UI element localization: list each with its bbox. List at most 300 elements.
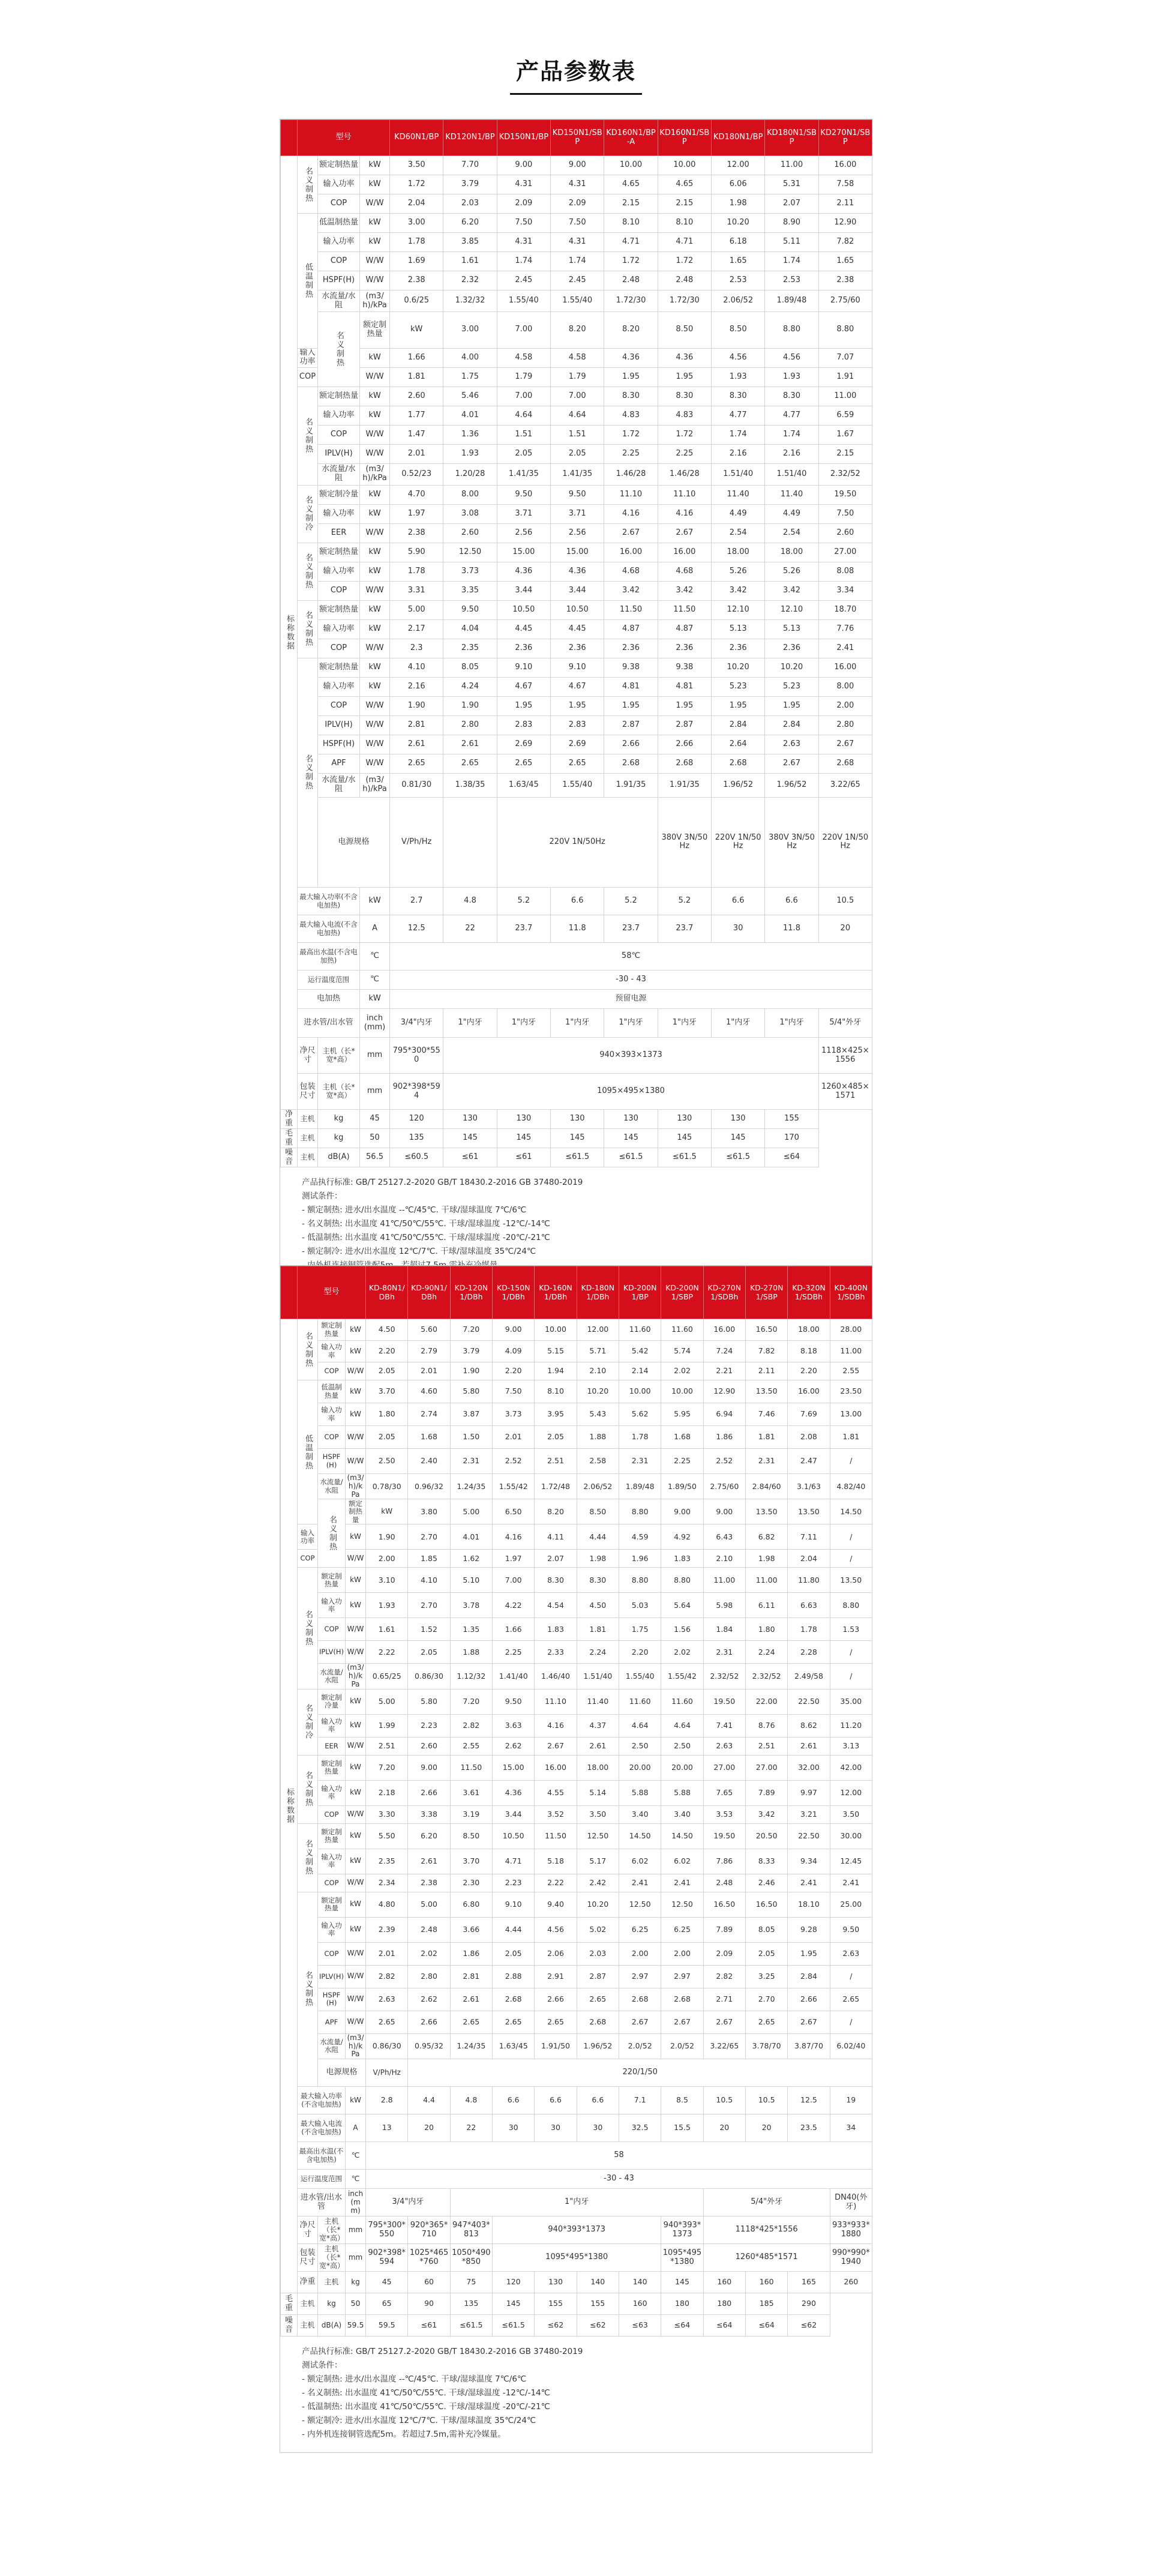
value-cell: 2.66 bbox=[535, 1988, 577, 2011]
table-row bbox=[281, 1965, 872, 1988]
unit-cell: W/W bbox=[360, 639, 390, 658]
value-cell: 11.50 bbox=[604, 600, 658, 619]
value-cell: 1.83 bbox=[661, 1550, 703, 1568]
table-row bbox=[281, 1780, 872, 1805]
value-cell: 20 bbox=[745, 2114, 787, 2142]
value-cell: 20.00 bbox=[619, 1755, 661, 1780]
value-cell: 1.66 bbox=[390, 348, 443, 367]
value-cell: 4.24 bbox=[443, 677, 497, 696]
value-cell: 1.89/50 bbox=[661, 1474, 703, 1499]
value-cell: 1.51/40 bbox=[765, 463, 818, 485]
value-cell: 19.50 bbox=[818, 485, 872, 504]
value-cell: 16.00 bbox=[658, 543, 711, 562]
value-cell: 2.30 bbox=[450, 1874, 492, 1892]
value-cell: 2.54 bbox=[712, 523, 765, 543]
value-cell: 1.78 bbox=[390, 562, 443, 581]
value-cell: 7.65 bbox=[703, 1780, 745, 1805]
value-cell: 170 bbox=[765, 1129, 818, 1148]
model-column-header: KD150N1/SBP bbox=[551, 120, 604, 156]
value-cell: 130 bbox=[443, 1110, 497, 1129]
parameter-name-cell: COP bbox=[318, 1426, 346, 1449]
spec-table bbox=[280, 119, 872, 1167]
value-cell: 3.70 bbox=[450, 1849, 492, 1874]
value-cell: ≤63 bbox=[619, 2315, 661, 2337]
spec-table bbox=[280, 1266, 872, 2337]
parameter-name-cell: 水流量/水阻 bbox=[318, 1664, 346, 1689]
value-cell: 3.79 bbox=[450, 1341, 492, 1362]
group-label-cell: 名义制热 bbox=[298, 543, 318, 600]
value-cell: 3.35 bbox=[443, 581, 497, 600]
table-row bbox=[281, 1755, 872, 1780]
value-cell: 1.78 bbox=[788, 1618, 830, 1641]
table-row bbox=[281, 2033, 872, 2059]
value-cell: 1.41/35 bbox=[497, 463, 550, 485]
table-row bbox=[281, 367, 872, 387]
value-cell: 7.41 bbox=[703, 1714, 745, 1737]
value-cell: 2.91 bbox=[535, 1965, 577, 1988]
value-cell: 9.10 bbox=[493, 1892, 535, 1917]
unit-cell: kW bbox=[360, 348, 390, 367]
value-cell: 3.00 bbox=[443, 312, 497, 349]
value-cell: 990*990*1940 bbox=[830, 2244, 872, 2272]
value-cell: 7.00 bbox=[497, 387, 550, 406]
value-cell: 2.62 bbox=[408, 1988, 450, 2011]
unit-cell: mm bbox=[346, 2244, 366, 2272]
value-cell: 2.36 bbox=[658, 639, 711, 658]
parameter-name-cell: 额定制热量 bbox=[318, 1823, 346, 1849]
value-cell: 2.52 bbox=[703, 1449, 745, 1474]
value-cell: 8.80 bbox=[661, 1568, 703, 1593]
value-cell: 3.78 bbox=[450, 1593, 492, 1618]
table-row bbox=[281, 485, 872, 504]
value-cell: 3.31 bbox=[390, 581, 443, 600]
parameter-name-cell: 输入功率 bbox=[318, 504, 360, 523]
value-cell: 1.88 bbox=[577, 1426, 619, 1449]
value-cell: 2.00 bbox=[661, 1942, 703, 1965]
value-cell: 1.84 bbox=[703, 1618, 745, 1641]
header-blank-cell bbox=[281, 120, 298, 156]
unit-cell: kW bbox=[360, 156, 390, 175]
value-cell: 5.90 bbox=[390, 543, 443, 562]
value-cell: 16.50 bbox=[745, 1892, 787, 1917]
value-cell: 145 bbox=[551, 1129, 604, 1148]
value-cell: 4.16 bbox=[535, 1714, 577, 1737]
value-cell: 1.95 bbox=[497, 696, 550, 715]
unit-cell: kW bbox=[346, 1593, 366, 1618]
value-cell: 3.61 bbox=[450, 1780, 492, 1805]
unit-cell: W/W bbox=[360, 581, 390, 600]
value-cell: 5.71 bbox=[577, 1341, 619, 1362]
value-cell: 2.68 bbox=[577, 2011, 619, 2033]
unit-cell: kW bbox=[360, 888, 390, 915]
value-cell: 4.81 bbox=[604, 677, 658, 696]
unit-cell: W/W bbox=[346, 1641, 366, 1664]
value-cell: 3.50 bbox=[390, 156, 443, 175]
table-row bbox=[281, 290, 872, 312]
value-cell: 12.50 bbox=[577, 1823, 619, 1849]
model-column-header: KD180N1/SBP bbox=[765, 120, 818, 156]
model-column-header: KD180N1/BP bbox=[712, 120, 765, 156]
value-cell: 2.74 bbox=[408, 1403, 450, 1426]
parameter-name-cell: 输入功率 bbox=[318, 562, 360, 581]
value-cell: 2.69 bbox=[497, 735, 550, 754]
value-cell: 7.89 bbox=[703, 1917, 745, 1942]
value-cell: 4.49 bbox=[712, 504, 765, 523]
value-cell: 11.00 bbox=[745, 1568, 787, 1593]
value-cell: 1.55/40 bbox=[551, 773, 604, 797]
value-cell: 2.38 bbox=[818, 271, 872, 290]
value-cell: ≤64 bbox=[745, 2315, 787, 2337]
value-cell: 4.44 bbox=[493, 1917, 535, 1942]
value-cell: 2.41 bbox=[788, 1874, 830, 1892]
value-cell: 5.03 bbox=[619, 1593, 661, 1618]
parameter-name-cell: 输入功率 bbox=[298, 348, 318, 367]
value-cell: 4.56 bbox=[535, 1917, 577, 1942]
table-row bbox=[281, 1664, 872, 1689]
value-cell: 3.80 bbox=[408, 1499, 450, 1524]
value-cell: 155 bbox=[765, 1110, 818, 1129]
value-cell: 11.10 bbox=[658, 485, 711, 504]
value-cell: 27.00 bbox=[818, 543, 872, 562]
value-cell: 5.26 bbox=[712, 562, 765, 581]
table-row bbox=[281, 696, 872, 715]
value-cell: 8.20 bbox=[551, 312, 604, 349]
value-cell: 11.40 bbox=[765, 485, 818, 504]
value-cell: 1.95 bbox=[551, 696, 604, 715]
value-cell: 11.60 bbox=[661, 1319, 703, 1341]
value-cell: 7.86 bbox=[703, 1849, 745, 1874]
table-row bbox=[281, 175, 872, 194]
value-cell: 19.50 bbox=[703, 1823, 745, 1849]
value-cell: 1.51 bbox=[551, 425, 604, 444]
unit-cell: dB(A) bbox=[318, 1148, 360, 1167]
value-cell: 795*300*550 bbox=[366, 2216, 408, 2244]
table-row bbox=[281, 1319, 872, 1341]
value-cell: 12.10 bbox=[765, 600, 818, 619]
value-cell: 1.89/48 bbox=[765, 290, 818, 312]
value-cell: 1.56 bbox=[661, 1618, 703, 1641]
value-cell: 3.42 bbox=[745, 1805, 787, 1823]
value-cell: 145 bbox=[658, 1129, 711, 1148]
value-cell: 2.83 bbox=[497, 715, 550, 735]
model-column-header: KD-160N1/DBh bbox=[535, 1266, 577, 1319]
table-row bbox=[281, 2170, 872, 2189]
parameter-name-cell: HSPF(H) bbox=[318, 735, 360, 754]
group-label-cell: 名义制热 bbox=[298, 1755, 318, 1823]
table-row bbox=[281, 1499, 872, 1524]
model-column-header: KD-200N1/SBP bbox=[661, 1266, 703, 1319]
value-cell: 11.50 bbox=[535, 1823, 577, 1849]
value-cell: / bbox=[830, 1449, 872, 1474]
value-cell: 2.65 bbox=[551, 754, 604, 773]
value-cell: 9.00 bbox=[408, 1755, 450, 1780]
value-cell: 11.00 bbox=[765, 156, 818, 175]
value-cell: 185 bbox=[745, 2293, 787, 2315]
parameter-name-cell: 额定制热量 bbox=[318, 543, 360, 562]
row-sublabel-cell: 主机（长*宽*高） bbox=[318, 2244, 346, 2272]
value-cell: 4.71 bbox=[658, 233, 711, 252]
value-cell: 2.05 bbox=[745, 1942, 787, 1965]
value-cell: 4.09 bbox=[493, 1341, 535, 1362]
value-cell: 22 bbox=[450, 2114, 492, 2142]
table-row bbox=[281, 1474, 872, 1499]
value-cell: 160 bbox=[619, 2293, 661, 2315]
value-cell: 2.0/52 bbox=[619, 2033, 661, 2059]
group-label-cell: 名义制热 bbox=[298, 1892, 318, 2086]
value-cell: 2.24 bbox=[577, 1641, 619, 1664]
value-cell: 1.91/35 bbox=[658, 773, 711, 797]
spec-table-card-1 bbox=[280, 119, 872, 1284]
value-cell: 2.23 bbox=[493, 1874, 535, 1892]
value-cell: 7.50 bbox=[497, 214, 550, 233]
value-cell: 12.45 bbox=[830, 1849, 872, 1874]
unit-cell: W/W bbox=[360, 444, 390, 463]
unit-cell: kW bbox=[346, 1892, 366, 1917]
value-cell: 4.50 bbox=[366, 1319, 408, 1341]
value-cell: 2.34 bbox=[366, 1874, 408, 1892]
value-cell: 8.5 bbox=[661, 2087, 703, 2114]
value-cell: 2.64 bbox=[712, 735, 765, 754]
table-row bbox=[281, 971, 872, 990]
unit-cell: kW bbox=[360, 543, 390, 562]
value-cell: 2.03 bbox=[443, 194, 497, 214]
row-sublabel-cell: 主机 bbox=[298, 1110, 318, 1129]
value-cell: -30 - 43 bbox=[366, 2170, 872, 2189]
value-cell: 1.79 bbox=[497, 367, 550, 387]
value-cell: 5.42 bbox=[619, 1341, 661, 1362]
value-cell: 3.19 bbox=[450, 1805, 492, 1823]
value-cell: 2.52 bbox=[493, 1449, 535, 1474]
value-cell: 1.55/40 bbox=[551, 290, 604, 312]
value-cell: 4.64 bbox=[497, 406, 550, 425]
value-cell: 1.98 bbox=[745, 1550, 787, 1568]
value-cell: 4.70 bbox=[390, 485, 443, 504]
value-cell: 3.21 bbox=[788, 1805, 830, 1823]
value-cell: 1"内牙 bbox=[450, 2189, 703, 2216]
value-cell: 4.31 bbox=[497, 233, 550, 252]
value-cell: 12.5 bbox=[788, 2087, 830, 2114]
value-cell: 30 bbox=[535, 2114, 577, 2142]
value-cell: 7.50 bbox=[551, 214, 604, 233]
value-cell: ≤62 bbox=[535, 2315, 577, 2337]
value-cell: 1"内牙 bbox=[712, 1009, 765, 1038]
unit-cell: W/W bbox=[346, 1362, 366, 1380]
table-row bbox=[281, 523, 872, 543]
value-cell: ≤61.5 bbox=[450, 2315, 492, 2337]
model-column-header: KD160N1/SBP bbox=[658, 120, 711, 156]
row-sublabel-cell: 主机 bbox=[298, 1129, 318, 1148]
value-cell: 2.66 bbox=[788, 1988, 830, 2011]
value-cell: 2.50 bbox=[619, 1737, 661, 1755]
value-cell: 45 bbox=[366, 2272, 408, 2293]
value-cell: 4.59 bbox=[619, 1524, 661, 1550]
value-cell: 2.45 bbox=[551, 271, 604, 290]
unit-cell: kW bbox=[346, 1823, 366, 1849]
value-cell: 1.55/40 bbox=[497, 290, 550, 312]
value-cell: 2.04 bbox=[788, 1550, 830, 1568]
value-cell: 2.80 bbox=[443, 715, 497, 735]
value-cell: 6.20 bbox=[443, 214, 497, 233]
unit-cell: mm bbox=[346, 2216, 366, 2244]
value-cell: 8.18 bbox=[788, 1341, 830, 1362]
parameter-name-cell: HSPF(H) bbox=[318, 1449, 346, 1474]
value-cell: ≤61 bbox=[443, 1148, 497, 1167]
table-row bbox=[281, 915, 872, 943]
value-cell: 2.09 bbox=[551, 194, 604, 214]
value-cell: 12.00 bbox=[830, 1780, 872, 1805]
value-cell: 3.79 bbox=[443, 175, 497, 194]
value-cell: 1.65 bbox=[818, 252, 872, 271]
group-label-cell: 低温制热 bbox=[298, 1380, 318, 1524]
unit-cell: (m3/h)/kPa bbox=[346, 1474, 366, 1499]
value-cell: 1.51 bbox=[497, 425, 550, 444]
value-cell: 9.00 bbox=[551, 156, 604, 175]
value-cell: 1.75 bbox=[443, 367, 497, 387]
value-cell: 8.80 bbox=[619, 1499, 661, 1524]
value-cell: 160 bbox=[703, 2272, 745, 2293]
value-cell: 4.45 bbox=[497, 619, 550, 639]
value-cell: 1.95 bbox=[712, 696, 765, 715]
value-cell: 2.21 bbox=[703, 1362, 745, 1380]
parameter-name-cell: 输入功率 bbox=[318, 677, 360, 696]
value-cell: 5.26 bbox=[765, 562, 818, 581]
value-cell: 5.46 bbox=[443, 387, 497, 406]
value-cell: 4.36 bbox=[497, 562, 550, 581]
value-cell: ≤60.5 bbox=[390, 1148, 443, 1167]
value-cell: 2.65 bbox=[497, 754, 550, 773]
table-row bbox=[281, 677, 872, 696]
value-cell: 4.36 bbox=[658, 348, 711, 367]
value-cell: 1.55/42 bbox=[493, 1474, 535, 1499]
unit-cell: kW bbox=[360, 619, 390, 639]
value-cell: 1.86 bbox=[703, 1426, 745, 1449]
table-row bbox=[281, 1714, 872, 1737]
value-cell: 2.87 bbox=[658, 715, 711, 735]
value-cell: 1"内牙 bbox=[604, 1009, 658, 1038]
row-label-cell: 进水管/出水管 bbox=[298, 1009, 360, 1038]
value-cell: 2.18 bbox=[366, 1780, 408, 1805]
value-cell: 3.42 bbox=[658, 581, 711, 600]
value-cell: 25.00 bbox=[830, 1892, 872, 1917]
value-cell: 1.99 bbox=[366, 1714, 408, 1737]
value-cell: 8.62 bbox=[788, 1714, 830, 1737]
value-cell: ≤64 bbox=[661, 2315, 703, 2337]
parameter-name-cell: IPLV(H) bbox=[318, 444, 360, 463]
value-cell: 2.20 bbox=[788, 1362, 830, 1380]
value-cell: 11.50 bbox=[658, 600, 711, 619]
value-cell: 1.47 bbox=[390, 425, 443, 444]
value-cell: 2.80 bbox=[818, 715, 872, 735]
value-cell: 2.24 bbox=[745, 1641, 787, 1664]
value-cell: 2.46 bbox=[745, 1874, 787, 1892]
parameter-name-cell: COP bbox=[318, 696, 360, 715]
row-label-cell: 最高出水温(不含电加热) bbox=[298, 2142, 346, 2170]
row-label-cell: 噪音 bbox=[281, 1148, 298, 1167]
value-cell: 2.31 bbox=[619, 1449, 661, 1474]
value-cell: 12.10 bbox=[712, 600, 765, 619]
unit-cell: (m3/h)/kPa bbox=[360, 290, 390, 312]
value-cell: 2.82 bbox=[703, 1965, 745, 1988]
value-cell: 1.91/35 bbox=[604, 773, 658, 797]
value-cell: 2.02 bbox=[661, 1362, 703, 1380]
value-cell: 4.87 bbox=[604, 619, 658, 639]
value-cell: 1095*495*1380 bbox=[493, 2244, 661, 2272]
table-row bbox=[281, 425, 872, 444]
value-cell: 145 bbox=[604, 1129, 658, 1148]
value-cell: 1.41/40 bbox=[493, 1664, 535, 1689]
parameter-name-cell: 水流量/水阻 bbox=[318, 290, 360, 312]
value-cell: 4.49 bbox=[765, 504, 818, 523]
value-cell: 11.80 bbox=[788, 1568, 830, 1593]
table-row bbox=[281, 1593, 872, 1618]
value-cell: 1.74 bbox=[765, 425, 818, 444]
value-cell: 4.92 bbox=[661, 1524, 703, 1550]
value-cell: 2.60 bbox=[443, 523, 497, 543]
parameter-name-cell: 输入功率 bbox=[318, 1403, 346, 1426]
value-cell: 11.20 bbox=[830, 1714, 872, 1737]
value-cell: 1.88 bbox=[450, 1641, 492, 1664]
unit-cell: kg bbox=[318, 2293, 346, 2315]
unit-cell: kW bbox=[346, 1849, 366, 1874]
value-cell: 2.84 bbox=[765, 715, 818, 735]
unit-cell: kg bbox=[318, 1110, 360, 1129]
value-cell: 2.67 bbox=[818, 735, 872, 754]
value-cell: 65 bbox=[366, 2293, 408, 2315]
row-label-cell: 毛重 bbox=[281, 1129, 298, 1148]
value-cell: 0.6/25 bbox=[390, 290, 443, 312]
value-cell: 1.62 bbox=[450, 1550, 492, 1568]
table-row bbox=[281, 2011, 872, 2033]
value-cell: 2.60 bbox=[408, 1737, 450, 1755]
value-cell: 5.80 bbox=[450, 1380, 492, 1403]
row-label-cell: 净尺寸 bbox=[298, 1038, 318, 1074]
unit-cell: ℃ bbox=[360, 971, 390, 990]
value-cell: 1.83 bbox=[535, 1618, 577, 1641]
value-cell: 22 bbox=[443, 915, 497, 943]
value-cell: 2.10 bbox=[703, 1550, 745, 1568]
value-cell: 3.73 bbox=[493, 1403, 535, 1426]
unit-cell: kW bbox=[346, 1755, 366, 1780]
value-cell: 2.38 bbox=[408, 1874, 450, 1892]
value-cell: 920*365*710 bbox=[408, 2216, 450, 2244]
row-label-cell: 进水管/出水管 bbox=[298, 2189, 346, 2216]
value-cell: 2.05 bbox=[493, 1942, 535, 1965]
value-cell: 12.50 bbox=[661, 1892, 703, 1917]
value-cell: 2.00 bbox=[366, 1550, 408, 1568]
value-cell: 10.50 bbox=[493, 1823, 535, 1849]
value-cell: 2.15 bbox=[604, 194, 658, 214]
value-cell: 59.5 bbox=[346, 2315, 366, 2337]
value-cell: 2.48 bbox=[703, 1874, 745, 1892]
value-cell: 0.96/32 bbox=[408, 1474, 450, 1499]
value-cell: 4.65 bbox=[604, 175, 658, 194]
value-cell bbox=[443, 797, 497, 887]
table-row bbox=[281, 943, 872, 971]
value-cell: 2.02 bbox=[408, 1942, 450, 1965]
value-cell: / bbox=[830, 1664, 872, 1689]
value-cell: 2.68 bbox=[658, 754, 711, 773]
value-cell: 9.00 bbox=[703, 1499, 745, 1524]
value-cell: 8.10 bbox=[658, 214, 711, 233]
unit-cell: inch (mm) bbox=[346, 2189, 366, 2216]
unit-cell: W/W bbox=[346, 2011, 366, 2033]
value-cell: 4.10 bbox=[408, 1568, 450, 1593]
parameter-name-cell: 额定制热量 bbox=[318, 1755, 346, 1780]
value-cell: 2.16 bbox=[712, 444, 765, 463]
row-sublabel-cell: 主机（长*宽*高） bbox=[318, 1038, 360, 1074]
value-cell: 2.7 bbox=[390, 888, 443, 915]
value-cell: 1.46/40 bbox=[535, 1664, 577, 1689]
